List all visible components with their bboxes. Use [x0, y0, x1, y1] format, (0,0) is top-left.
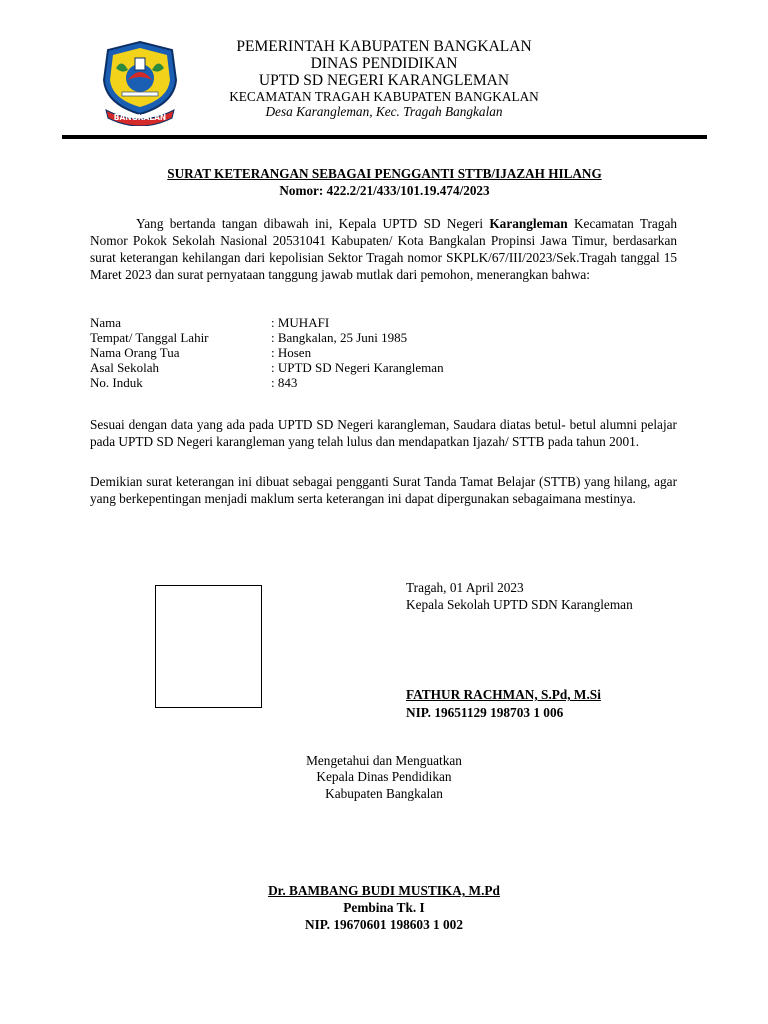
- school-name-bold: Karangleman: [489, 216, 568, 231]
- identity-label: Tempat/ Tanggal Lahir: [90, 330, 209, 345]
- svg-text:BANGKALAN: BANGKALAN: [113, 113, 167, 122]
- letterhead-divider: [62, 135, 707, 139]
- document-title: SURAT KETERANGAN SEBAGAI PENGGANTI STTB/IJAZAH HILANG: [167, 166, 602, 181]
- letterhead-school: UPTD SD NEGERI KARANGLEMAN: [258, 72, 510, 89]
- identity-label: Asal Sekolah: [90, 360, 159, 375]
- acknowledgement-line3: Kabupaten Bangkalan: [325, 786, 443, 801]
- identity-value: : UPTD SD Negeri Karangleman: [271, 360, 444, 375]
- intro-text-end: Kecamatan Tragah Nomor Pokok Sekolah Nasional 20531041 Kabupaten/ Kota Bangkalan Propinsi Jawa Timur, berdasarkan surat keterangan kehilangan dari kepolisian Sektor Tragah nomor SKPLK/67/III/2023/Sek.Tragah tanggal 15 Maret 2023 dan surat pernyataan tanggung jawab mutlak dari pemohon, menerangkan bahwa:: [90, 216, 677, 282]
- identity-value: : 843: [271, 375, 298, 390]
- signatory-name: FATHUR RACHMAN, S.Pd, M.Si: [406, 687, 601, 702]
- signature-place-date: Tragah, 01 April 2023: [406, 580, 524, 595]
- identity-row: [90, 375, 677, 390]
- letterhead-address: Desa Karangleman, Kec. Tragah Bangkalan: [265, 104, 503, 119]
- bangkalan-logo: [98, 40, 182, 126]
- identity-value: : Hosen: [271, 345, 312, 360]
- letterhead-district: KECAMATAN TRAGAH KABUPATEN BANGKALAN: [229, 89, 539, 104]
- intro-text-start: Yang bertanda tangan dibawah ini, Kepala UPTD SD Negeri: [136, 216, 490, 231]
- identity-row: [90, 330, 677, 345]
- acknowledgement-line2: Kepala Dinas Pendidikan: [316, 769, 452, 784]
- closing-paragraph: Demikian surat keterangan ini dibuat sebagai pengganti Surat Tanda Tamat Belajar (STTB) yang hilang, agar yang berkepentingan menjadi maklum serta keterangan ini dapat dipergunakan sebagaimana mestinya.: [90, 474, 677, 506]
- document-number: Nomor: 422.2/21/433/101.19.474/2023: [279, 183, 490, 198]
- identity-row: [90, 315, 677, 330]
- head-official-rank: Pembina Tk. I: [343, 900, 425, 915]
- head-official-nip: NIP. 19670601 198603 1 002: [305, 917, 463, 932]
- identity-row: [90, 360, 677, 375]
- identity-value: : MUHAFI: [271, 315, 330, 330]
- signatory-nip: NIP. 19651129 198703 1 006: [406, 705, 564, 720]
- verification-paragraph: Sesuai dengan data yang ada pada UPTD SD Negeri karangleman, Saudara diatas betul- betul alumni pelajar pada UPTD SD Negeri karangleman yang telah lulus dan mendapatkan Ijazah/ STTB pada tahun 2001.: [90, 417, 677, 449]
- identity-value: : Bangkalan, 25 Juni 1985: [271, 330, 408, 345]
- intro-paragraph: [90, 215, 677, 283]
- photo-box: [155, 585, 262, 708]
- identity-label: Nama: [90, 315, 122, 330]
- letterhead-government: PEMERINTAH KABUPATEN BANGKALAN: [236, 38, 532, 55]
- identity-label: No. Induk: [90, 375, 143, 390]
- identity-label: Nama Orang Tua: [90, 345, 180, 360]
- acknowledgement-line1: Mengetahui dan Menguatkan: [306, 753, 462, 768]
- head-official-name: Dr. BAMBANG BUDI MUSTIKA, M.Pd: [268, 883, 500, 898]
- signature-position: Kepala Sekolah UPTD SDN Karangleman: [406, 597, 633, 612]
- letterhead-department: DINAS PENDIDIKAN: [310, 55, 458, 72]
- identity-row: [90, 345, 677, 360]
